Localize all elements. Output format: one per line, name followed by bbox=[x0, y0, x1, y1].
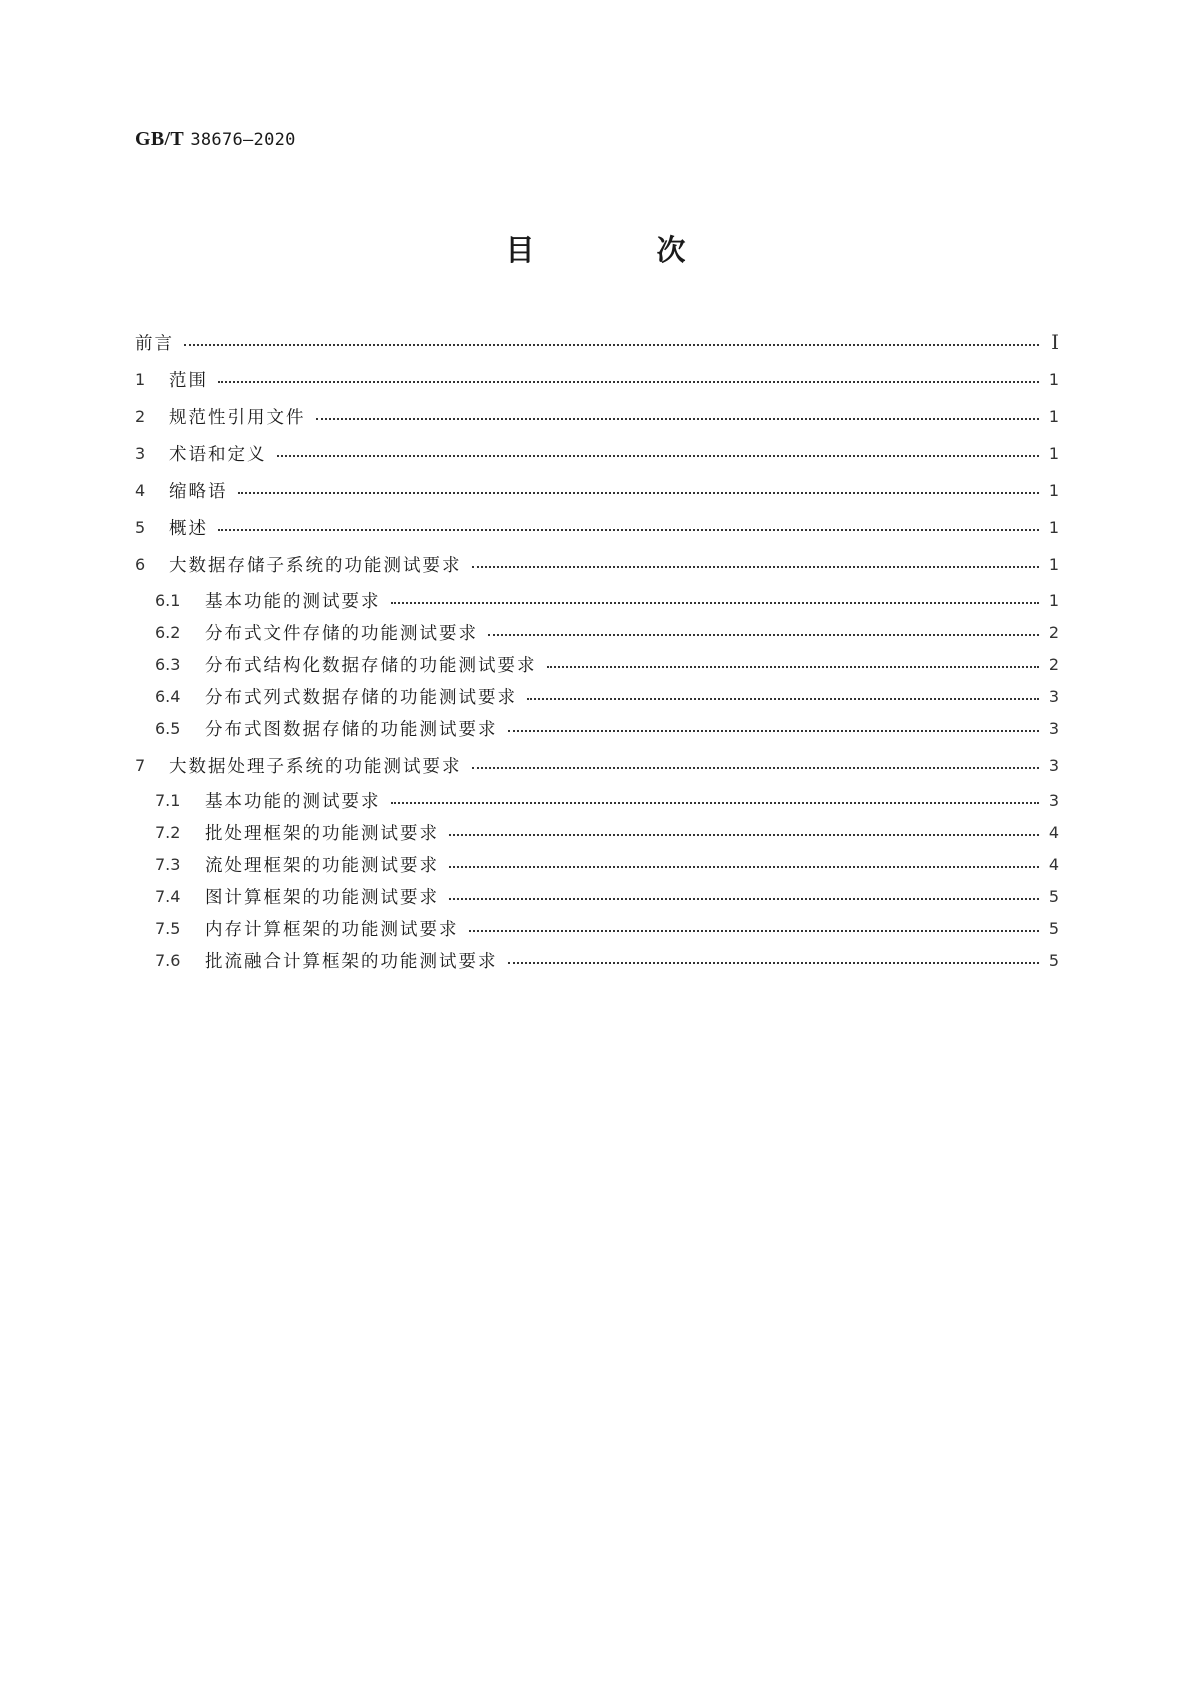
standard-code-prefix: GB/T bbox=[135, 128, 184, 150]
toc-entry-number: 2 bbox=[135, 406, 146, 426]
toc-entry-7-4[interactable] bbox=[155, 884, 1059, 908]
toc-entry-number: 6.1 bbox=[155, 590, 181, 610]
toc-entry-page: 2 bbox=[1048, 622, 1059, 642]
toc-title: 目 次 bbox=[505, 233, 742, 267]
toc-entry-7-1[interactable] bbox=[155, 788, 1059, 812]
toc-leader-dots bbox=[238, 492, 1040, 494]
toc-entry-page: 5 bbox=[1048, 950, 1059, 970]
toc-entry-page: 2 bbox=[1048, 654, 1059, 674]
toc-entry-number: 7.5 bbox=[155, 918, 181, 938]
toc-leader-dots bbox=[547, 666, 1040, 668]
toc-entry-page: 3 bbox=[1048, 718, 1059, 738]
toc-leader-dots bbox=[316, 418, 1040, 420]
toc-entry-6-2[interactable] bbox=[155, 620, 1059, 644]
toc-entry-6-5[interactable] bbox=[155, 716, 1059, 740]
toc-entry-number: 7.3 bbox=[155, 854, 181, 874]
toc-entry-page: 5 bbox=[1048, 918, 1059, 938]
toc-entry-label: 前言 bbox=[135, 333, 174, 354]
toc-entry-page: Ⅰ bbox=[1051, 331, 1059, 354]
toc-entry-page: 3 bbox=[1048, 790, 1059, 810]
toc-entry-number: 1 bbox=[135, 369, 146, 389]
toc-entry-label: 分布式文件存储的功能测试要求 bbox=[205, 623, 478, 644]
toc-entry-number: 6.5 bbox=[155, 718, 181, 738]
toc-leader-dots bbox=[449, 834, 1039, 836]
toc-entry-label: 概述 bbox=[169, 518, 208, 539]
toc-entry-page: 5 bbox=[1048, 886, 1059, 906]
toc-leader-dots bbox=[218, 529, 1039, 531]
toc-entry-number: 3 bbox=[135, 443, 146, 463]
toc-entry-label: 大数据处理子系统的功能测试要求 bbox=[169, 756, 462, 777]
toc-entry-label: 术语和定义 bbox=[169, 444, 267, 465]
toc-entry-number: 6 bbox=[135, 554, 146, 574]
toc-entry-number: 6.3 bbox=[155, 654, 181, 674]
toc-leader-dots bbox=[472, 566, 1040, 568]
toc-entry-page: 3 bbox=[1048, 755, 1059, 775]
toc-leader-dots bbox=[449, 866, 1039, 868]
toc-entry-7-5[interactable] bbox=[155, 916, 1059, 940]
toc-entry-6-4[interactable] bbox=[155, 684, 1059, 708]
toc-entry-6-3[interactable] bbox=[155, 652, 1059, 676]
toc-entry-7-2[interactable] bbox=[155, 820, 1059, 844]
toc-entry-page: 1 bbox=[1048, 517, 1059, 537]
toc-entry-label: 规范性引用文件 bbox=[169, 407, 306, 428]
toc-entry-label: 基本功能的测试要求 bbox=[205, 591, 381, 612]
toc-entry-page: 1 bbox=[1048, 480, 1059, 500]
toc-entry-number: 7.6 bbox=[155, 950, 181, 970]
toc-entry-page: 1 bbox=[1048, 406, 1059, 426]
toc-leader-dots bbox=[391, 602, 1040, 604]
toc-entry-page: 3 bbox=[1048, 686, 1059, 706]
toc-entry-label: 范围 bbox=[169, 370, 208, 391]
toc-entry-2[interactable] bbox=[135, 404, 1059, 428]
toc-entry-label: 分布式结构化数据存储的功能测试要求 bbox=[205, 655, 537, 676]
toc-entry-preface[interactable] bbox=[135, 330, 1059, 354]
toc-entry-label: 分布式图数据存储的功能测试要求 bbox=[205, 719, 498, 740]
toc-entry-number: 6.4 bbox=[155, 686, 181, 706]
toc-entry-5[interactable] bbox=[135, 515, 1059, 539]
toc-leader-dots bbox=[449, 898, 1039, 900]
toc-entry-number: 4 bbox=[135, 480, 146, 500]
toc-entry-4[interactable] bbox=[135, 478, 1059, 502]
toc-entry-7-3[interactable] bbox=[155, 852, 1059, 876]
toc-entry-page: 1 bbox=[1048, 554, 1059, 574]
toc-entry-label: 流处理框架的功能测试要求 bbox=[205, 855, 439, 876]
toc-entry-number: 7.1 bbox=[155, 790, 181, 810]
standard-code-number: 38676—2020 bbox=[190, 130, 296, 150]
toc-entry-3[interactable] bbox=[135, 441, 1059, 465]
toc-entry-page: 1 bbox=[1048, 443, 1059, 463]
toc-leader-dots bbox=[488, 634, 1039, 636]
toc-entry-6[interactable] bbox=[135, 552, 1059, 576]
toc-leader-dots bbox=[527, 698, 1039, 700]
toc-entry-page: 4 bbox=[1048, 822, 1059, 842]
toc-leader-dots bbox=[391, 802, 1040, 804]
toc-entry-number: 7.2 bbox=[155, 822, 181, 842]
toc-entry-1[interactable] bbox=[135, 367, 1059, 391]
toc-entry-7[interactable] bbox=[135, 753, 1059, 777]
toc-entry-label: 大数据存储子系统的功能测试要求 bbox=[169, 555, 462, 576]
toc-entry-page: 1 bbox=[1048, 590, 1059, 610]
toc-entry-label: 基本功能的测试要求 bbox=[205, 791, 381, 812]
toc-leader-dots bbox=[469, 930, 1040, 932]
toc-entry-7-6[interactable] bbox=[155, 948, 1059, 972]
toc-leader-dots bbox=[277, 455, 1040, 457]
toc-leader-dots bbox=[508, 730, 1040, 732]
toc-leader-dots bbox=[472, 767, 1040, 769]
toc-entry-label: 分布式列式数据存储的功能测试要求 bbox=[205, 687, 517, 708]
toc-entry-page: 4 bbox=[1048, 854, 1059, 874]
toc-entry-page: 1 bbox=[1048, 369, 1059, 389]
toc-entry-label: 内存计算框架的功能测试要求 bbox=[205, 919, 459, 940]
toc-entry-label: 图计算框架的功能测试要求 bbox=[205, 887, 439, 908]
toc-entry-label: 批处理框架的功能测试要求 bbox=[205, 823, 439, 844]
toc-leader-dots bbox=[218, 381, 1039, 383]
toc-entry-number: 6.2 bbox=[155, 622, 181, 642]
toc-entry-number: 5 bbox=[135, 517, 146, 537]
toc-entry-number: 7 bbox=[135, 755, 146, 775]
toc-leader-dots bbox=[184, 344, 1039, 346]
toc-leader-dots bbox=[508, 962, 1040, 964]
toc-entry-6-1[interactable] bbox=[155, 588, 1059, 612]
toc-entry-number: 7.4 bbox=[155, 886, 181, 906]
toc-entry-label: 批流融合计算框架的功能测试要求 bbox=[205, 951, 498, 972]
toc-entry-label: 缩略语 bbox=[169, 481, 228, 502]
